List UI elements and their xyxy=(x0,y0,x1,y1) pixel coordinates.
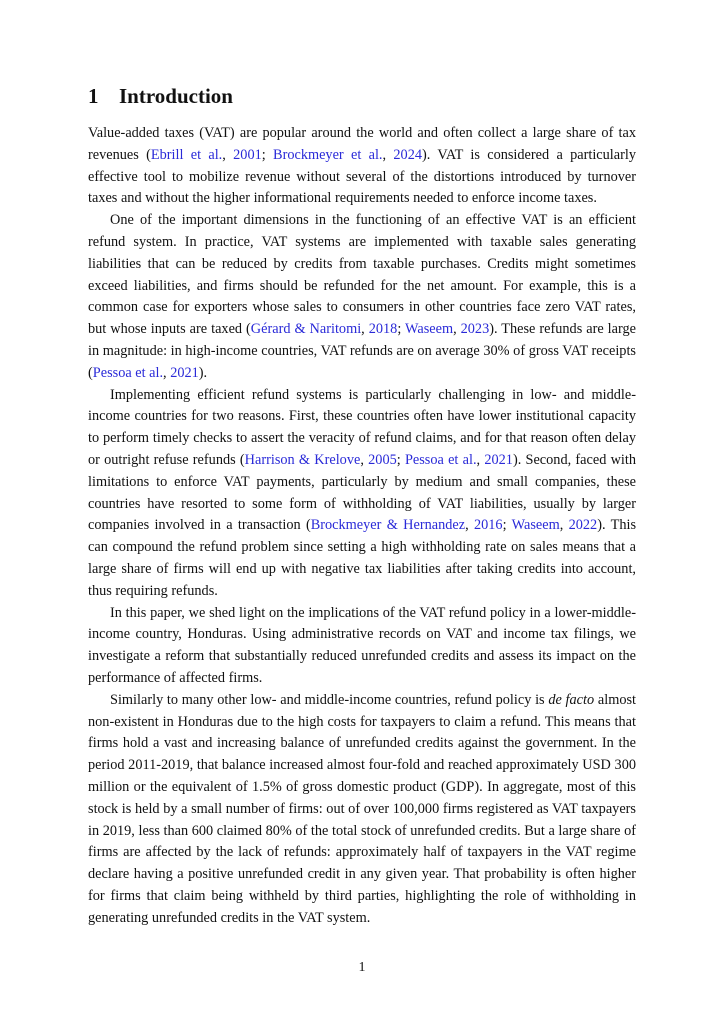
section-title: Introduction xyxy=(119,84,233,108)
text-run: ). These refunds are large in magnitude: in high-income countries, VAT refunds are on average 30% of gross VAT receipts ( xyxy=(88,321,636,381)
citation-link[interactable]: Waseem xyxy=(511,517,560,534)
citation-link[interactable]: 2005 xyxy=(368,451,397,468)
text-run: ). This can compound the refund problem since setting a high withholding rate on sales means that a large share of firms will end up with negative tax liabilities after taking credits into account, thus requiring refunds. xyxy=(88,517,637,599)
citation-link[interactable]: 2018 xyxy=(368,321,398,338)
citation-link[interactable]: 2021 xyxy=(170,364,199,381)
text-run: Value-added taxes (VAT) are popular around the world and often collect a large share of tax revenues ( xyxy=(88,125,636,163)
paragraph xyxy=(88,210,636,384)
text-run: , xyxy=(453,321,461,338)
text-run: Similarly to many other low- and middle-income countries, refund policy is xyxy=(110,691,549,708)
citation-link[interactable]: 2022 xyxy=(568,517,598,534)
text-run: ). Second, faced with limitations to enforce VAT payments, particularly by medium and small companies, these countries have resorted to some form of withholding of VAT liabilities, usually by larger companies involved in a transaction ( xyxy=(88,451,636,534)
text-run: , xyxy=(465,517,474,534)
text-run: almost non-existent in Honduras due to the high costs for taxpayers to claim a refund. This means that firms hold a vast and increasing balance of unrefunded credits against the government. In the period 2011-2019, that balance increased almost four-fold and reached approximately USD 300 million or the equivalent of 1.5% of gross domestic product (GDP). In aggregate, most of this stock is held by a small number of firms: out of over 100,000 firms registered as VAT taxpayers in 2019, less than 600 claimed 80% of the total stock of unrefunded credits. But a large share of firms are affected by the lack of refunds: approximately half of taxpayers in the VAT regime declare having a positive unrefunded credit in any given year. That probability is often higher for firms that claim being withheld by third parties, highlighting the role of withholding in generating unrefunded credits in the VAT system. xyxy=(88,691,636,926)
citation-link[interactable]: Pessoa et al. xyxy=(404,451,477,468)
text-run: ; xyxy=(396,451,405,468)
paragraph xyxy=(88,690,636,930)
paragraph xyxy=(88,385,636,603)
citation-link[interactable]: Gérard & Naritomi xyxy=(250,321,362,338)
citation-link[interactable]: 2024 xyxy=(393,146,422,163)
text-run: ). VAT is considered a particularly effective tool to mobilize revenue without several of the distortions introduced by turnover taxes and without the higher informational requirements needed to enforce income taxes. xyxy=(88,146,636,207)
paragraph xyxy=(88,123,636,210)
citation-link[interactable]: Waseem xyxy=(405,321,454,338)
text-run: , xyxy=(559,517,569,534)
text-run: Implementing efficient refund systems is particularly challenging in low- and middle-income countries for two reasons. First, these countries often have lower institutional capacity to perform timely checks to assert the veracity of refund claims, and for that reason often delay or outright refuse refunds ( xyxy=(88,386,636,468)
text-run: In this paper, we shed light on the implications of the VAT refund policy in a lower-middle-income country, Honduras. Using administrative records on VAT and income tax filings, we investigate a reform that substantially reduced unrefunded credits and assess its impact on the performance of affected firms. xyxy=(88,604,636,686)
text-run: , xyxy=(382,146,394,163)
citation-link[interactable]: 2021 xyxy=(484,451,513,468)
citation-link[interactable]: 2023 xyxy=(460,321,490,338)
citation-link[interactable]: Pessoa et al. xyxy=(92,364,164,381)
text-run: , xyxy=(361,321,369,338)
text-run: , xyxy=(476,451,485,468)
citation-link[interactable]: 2016 xyxy=(473,517,503,534)
citation-link[interactable]: 2001 xyxy=(233,146,262,163)
text-run: ). xyxy=(198,364,208,381)
citation-link[interactable]: Brockmeyer & Hernandez xyxy=(310,517,466,534)
text-run: One of the important dimensions in the functioning of an effective VAT is an efficient refund system. In practice, VAT systems are implemented with taxable sales generating liabilities that can be reduced by credits from taxable purchases. Credits might sometimes exceed liabilities, and firms should be refunded for the net amount. For example, this is a common case for exporters whose sales to consumers in other countries face zero VAT rates, but whose inputs are taxed ( xyxy=(88,212,636,338)
citation-link[interactable]: Harrison & Krelove xyxy=(244,451,361,468)
paragraph xyxy=(88,603,636,690)
citation-link[interactable]: Brockmeyer et al. xyxy=(273,146,383,163)
text-run: , xyxy=(360,451,369,468)
body-text xyxy=(88,123,636,929)
text-run: , xyxy=(222,146,234,163)
citation-link[interactable]: Ebrill et al. xyxy=(150,146,223,163)
section-heading xyxy=(88,82,233,110)
text-run: ; xyxy=(502,517,512,534)
text-run: ; xyxy=(261,146,274,163)
text-run: , xyxy=(163,364,171,381)
page-number: 1 xyxy=(358,960,366,975)
text-run: ; xyxy=(397,321,405,338)
emphasis-text: de facto xyxy=(548,691,595,708)
section-number: 1 xyxy=(88,84,99,108)
